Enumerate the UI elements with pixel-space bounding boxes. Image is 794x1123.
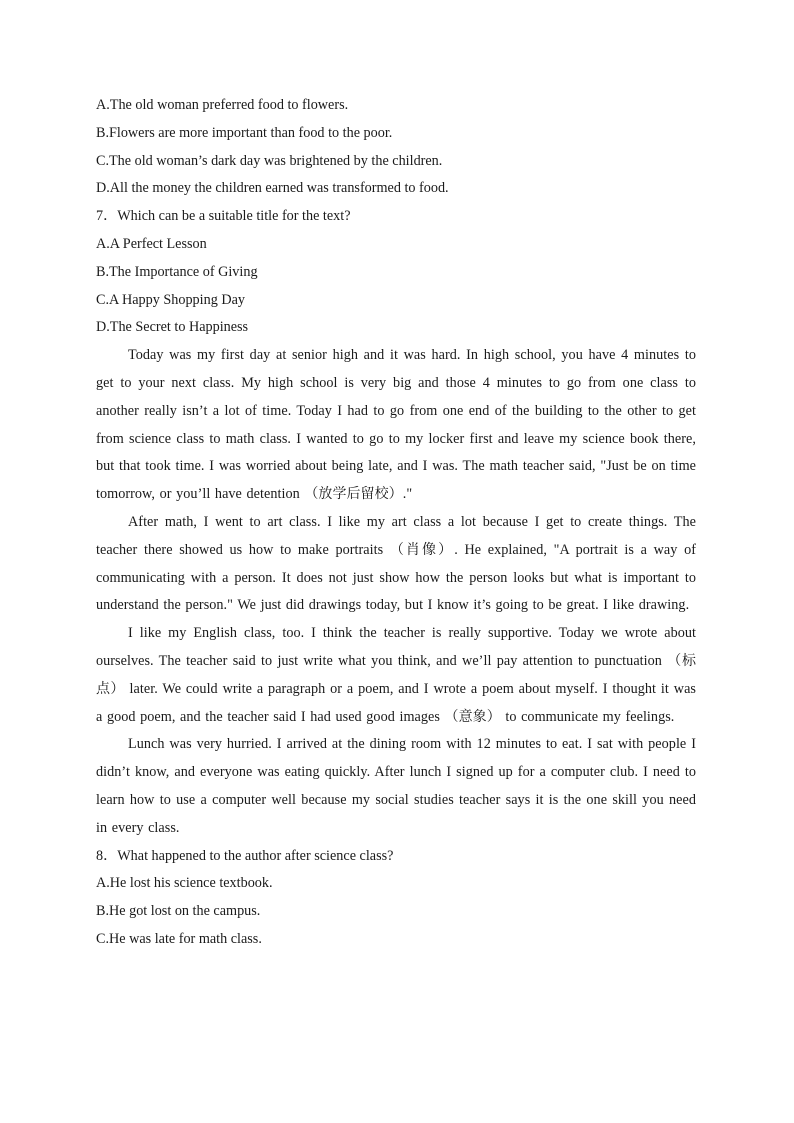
q8-option-b: B.He got lost on the campus. (96, 903, 261, 920)
document-content (96, 92, 696, 954)
q7-stem: 7．Which can be a suitable title for the text? (96, 208, 351, 225)
p2-text-b: . He explained, "A portrait is a way of communicating with a person. It does not just show how the person looks but what is important to understand the person." We just did drawings today, but I know it’s going to be great. I like drawing. (96, 541, 696, 614)
q6-option-d: D.All the money the children earned was transformed to food. (96, 180, 449, 197)
passage-paragraph-1 (96, 342, 696, 509)
q7-option-b: B.The Importance of Giving (96, 263, 258, 280)
p1-text-b: ." (402, 486, 413, 503)
passage-paragraph-3 (96, 620, 696, 731)
p3-text-c: to communicate my feelings. (500, 708, 675, 725)
q7-option-c: C.A Happy Shopping Day (96, 291, 245, 308)
p3-gloss-1: （标点） (96, 652, 696, 697)
p2-text-a: After math, I went to art class. I like my art class a lot because I get to create things. The teacher there showed us how to make portraits (96, 513, 696, 558)
q7-option-a: A.A Perfect Lesson (96, 235, 207, 252)
q6-option-b: B.Flowers are more important than food to the poor. (96, 124, 393, 141)
q7-option-d: D.The Secret to Happiness (96, 319, 249, 336)
p1-text-a: Today was my first day at senior high and it was hard. In high school, you have 4 minutes to get to your next class. My high school is very big and those 4 minutes to go from one class to another really isn’t a lot of time. Today I had to go from one end of the building to the other to get from science class to math class. I wanted to go to my locker first and leave my science book there, but that took time. I was worried about being late, and I was. The math teacher said, "Just be on time tomorrow, or you’ll have detention (96, 347, 696, 503)
p3-text-b: later. We could write a paragraph or a poem, and I wrote a poem about myself. I thought it was a good poem, and the teacher said I had used good images (96, 680, 696, 725)
p3-text-a: I like my English class, too. I think the teacher is really supportive. Today we wrote about ourselves. The teacher said to just write what you think, and we’ll pay attention to punctuation (96, 625, 696, 669)
q8-option-a: A.He lost his science textbook. (96, 875, 273, 892)
passage-paragraph-2 (96, 509, 696, 620)
q8-option-c: C.He was late for math class. (96, 930, 262, 947)
p3-gloss-2: （意象） (444, 708, 501, 725)
q6-option-c: C.The old woman’s dark day was brightened by the children. (96, 152, 443, 169)
q6-option-a: A.The old woman preferred food to flowers. (96, 97, 349, 113)
p1-gloss: （放学后留校） (304, 486, 403, 503)
passage-paragraph-4: Lunch was very hurried. I arrived at the dining room with 12 minutes to eat. I sat with people I didn’t know, and everyone was eating quickly. After lunch I signed up for a computer club. I need to learn how to use a computer well because my social studies teacher says it is the one skill you need in every class. (96, 736, 696, 836)
p2-gloss: （肖像） (389, 541, 455, 558)
q8-stem: 8．What happened to the author after science class? (96, 847, 394, 864)
